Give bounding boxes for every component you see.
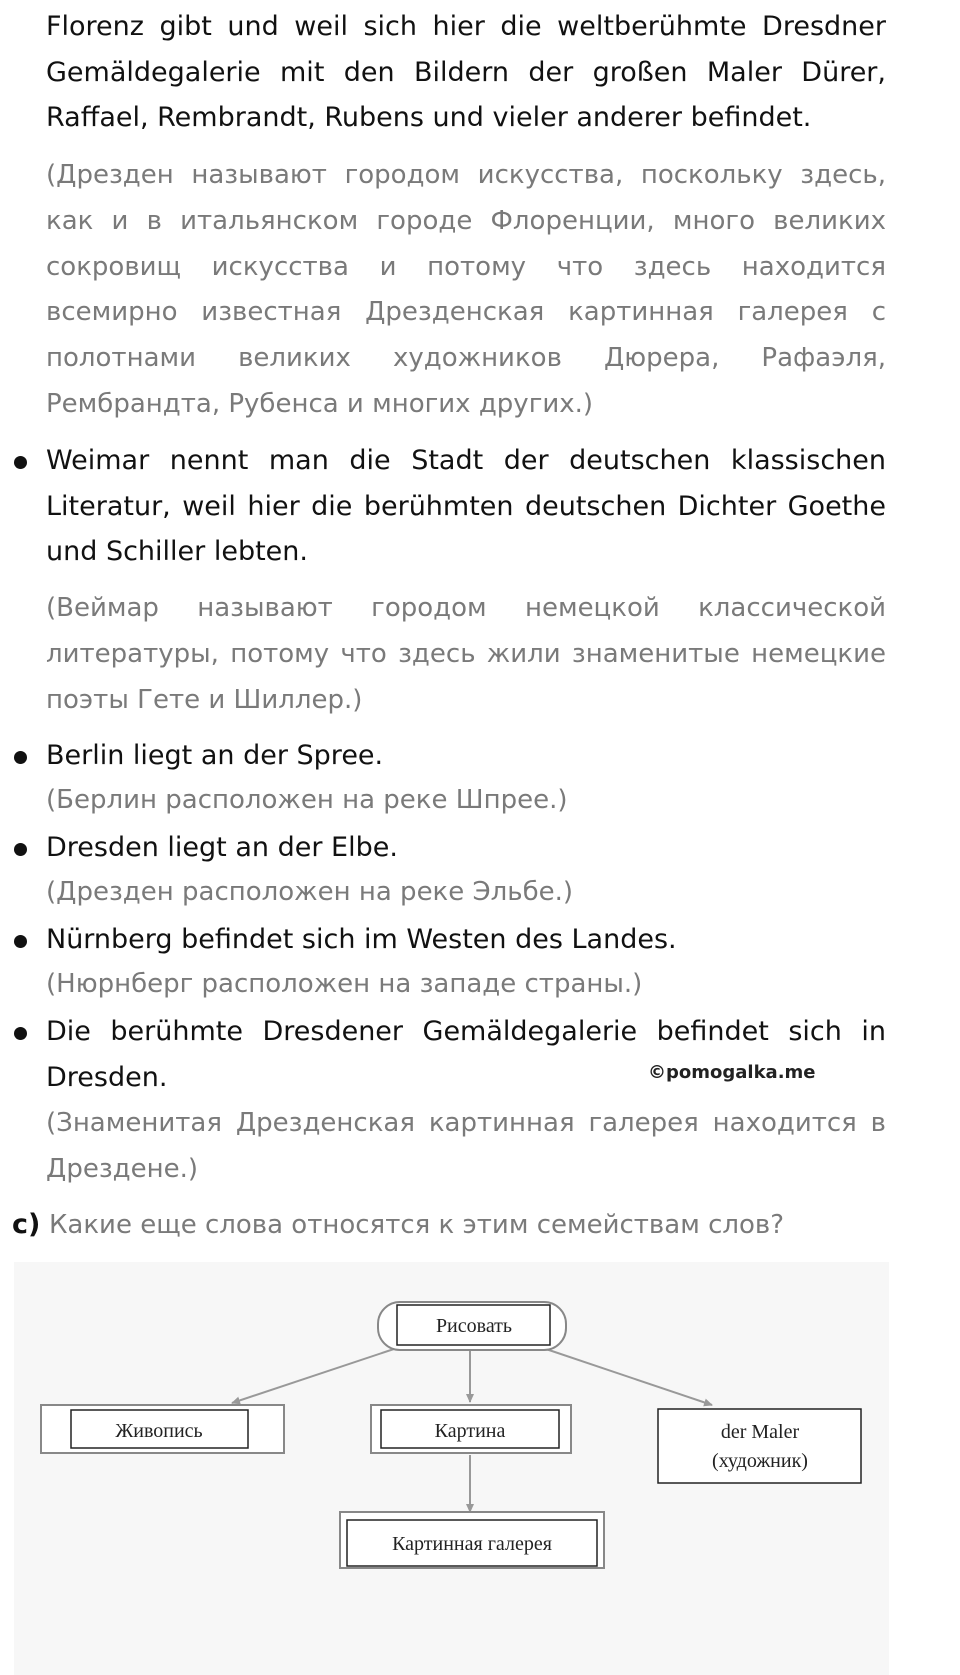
watermark: ©pomogalka.me (648, 1062, 816, 1083)
diagram-node-bottom-label: Картинная галерея (392, 1533, 552, 1555)
diagram-node-root-label: Рисовать (435, 1315, 513, 1337)
paragraph-galerie-german: Die berühmte Dresdener Gemäldegalerie befindet sich in Dresden. (46, 1016, 886, 1093)
paragraph-galerie-russian: (Знаменитая Дрезденская картинная галерея находится в Дрездене.) (46, 1108, 886, 1184)
diagram-node-right (658, 1409, 861, 1483)
section-question: Какие еще слова относятся к этим семействам слов? (48, 1210, 785, 1240)
diagram-node-middle (371, 1405, 571, 1453)
paragraph-dresden-elbe-german: Dresden liegt an der Elbe. (46, 832, 398, 863)
paragraph-berlin-german: Berlin liegt an der Spree. (46, 740, 384, 771)
connector-root-left (232, 1347, 400, 1403)
diagram-node-middle-label: Картина (434, 1420, 506, 1442)
diagram-node-bottom (340, 1512, 604, 1568)
diagram-node-right-label-line1: der Maler (720, 1421, 800, 1443)
diagram-node-root (378, 1302, 566, 1350)
paragraph-weimar-russian: (Веймар называют городом немецкой классической литературы, потому что здесь жили знаменитые немецкие поэты Гете и Шиллер.) (46, 593, 886, 715)
connector-root-right (540, 1347, 712, 1405)
paragraph-dresden-elbe-russian: (Дрезден расположен на реке Эльбе.) (46, 877, 574, 907)
diagram-node-right-label-line2: (художник) (712, 1450, 808, 1472)
paragraph-nuernberg-russian: (Нюрнберг расположен на западе страны.) (46, 969, 643, 999)
paragraph-weimar-german: Weimar nennt man die Stadt der deutschen klassischen Literatur, weil hier die berühmten deutschen Dichter Goethe und Schiller lebten. (46, 445, 886, 567)
diagram-node-left (41, 1405, 284, 1453)
diagram-node-left-label: Живопись (115, 1420, 203, 1442)
paragraph-dresden-german: Florenz gibt und weil sich hier die weltberühmte Dresdner Gemäldegalerie mit den Bildern der großen Maler Dürer, Raffael, Rembrandt, Rubens und vieler anderer befindet. (46, 11, 886, 133)
paragraph-berlin-russian: (Берлин расположен на реке Шпрее.) (46, 785, 568, 815)
paragraph-nuernberg-german: Nürnberg befindet sich im Westen des Landes. (46, 924, 677, 955)
section-letter: c) (12, 1209, 41, 1240)
paragraph-dresden-russian: (Дрезден называют городом искусства, поскольку здесь, как и в итальянском городе Флоренции, много великих сокровищ искусства и потому что здесь находится всемирно известная Дрезденская картинная галерея с полотнами великих художников Дюрера, Рафаэля, Рембрандта, Рубенса и многих других.) (46, 160, 886, 419)
